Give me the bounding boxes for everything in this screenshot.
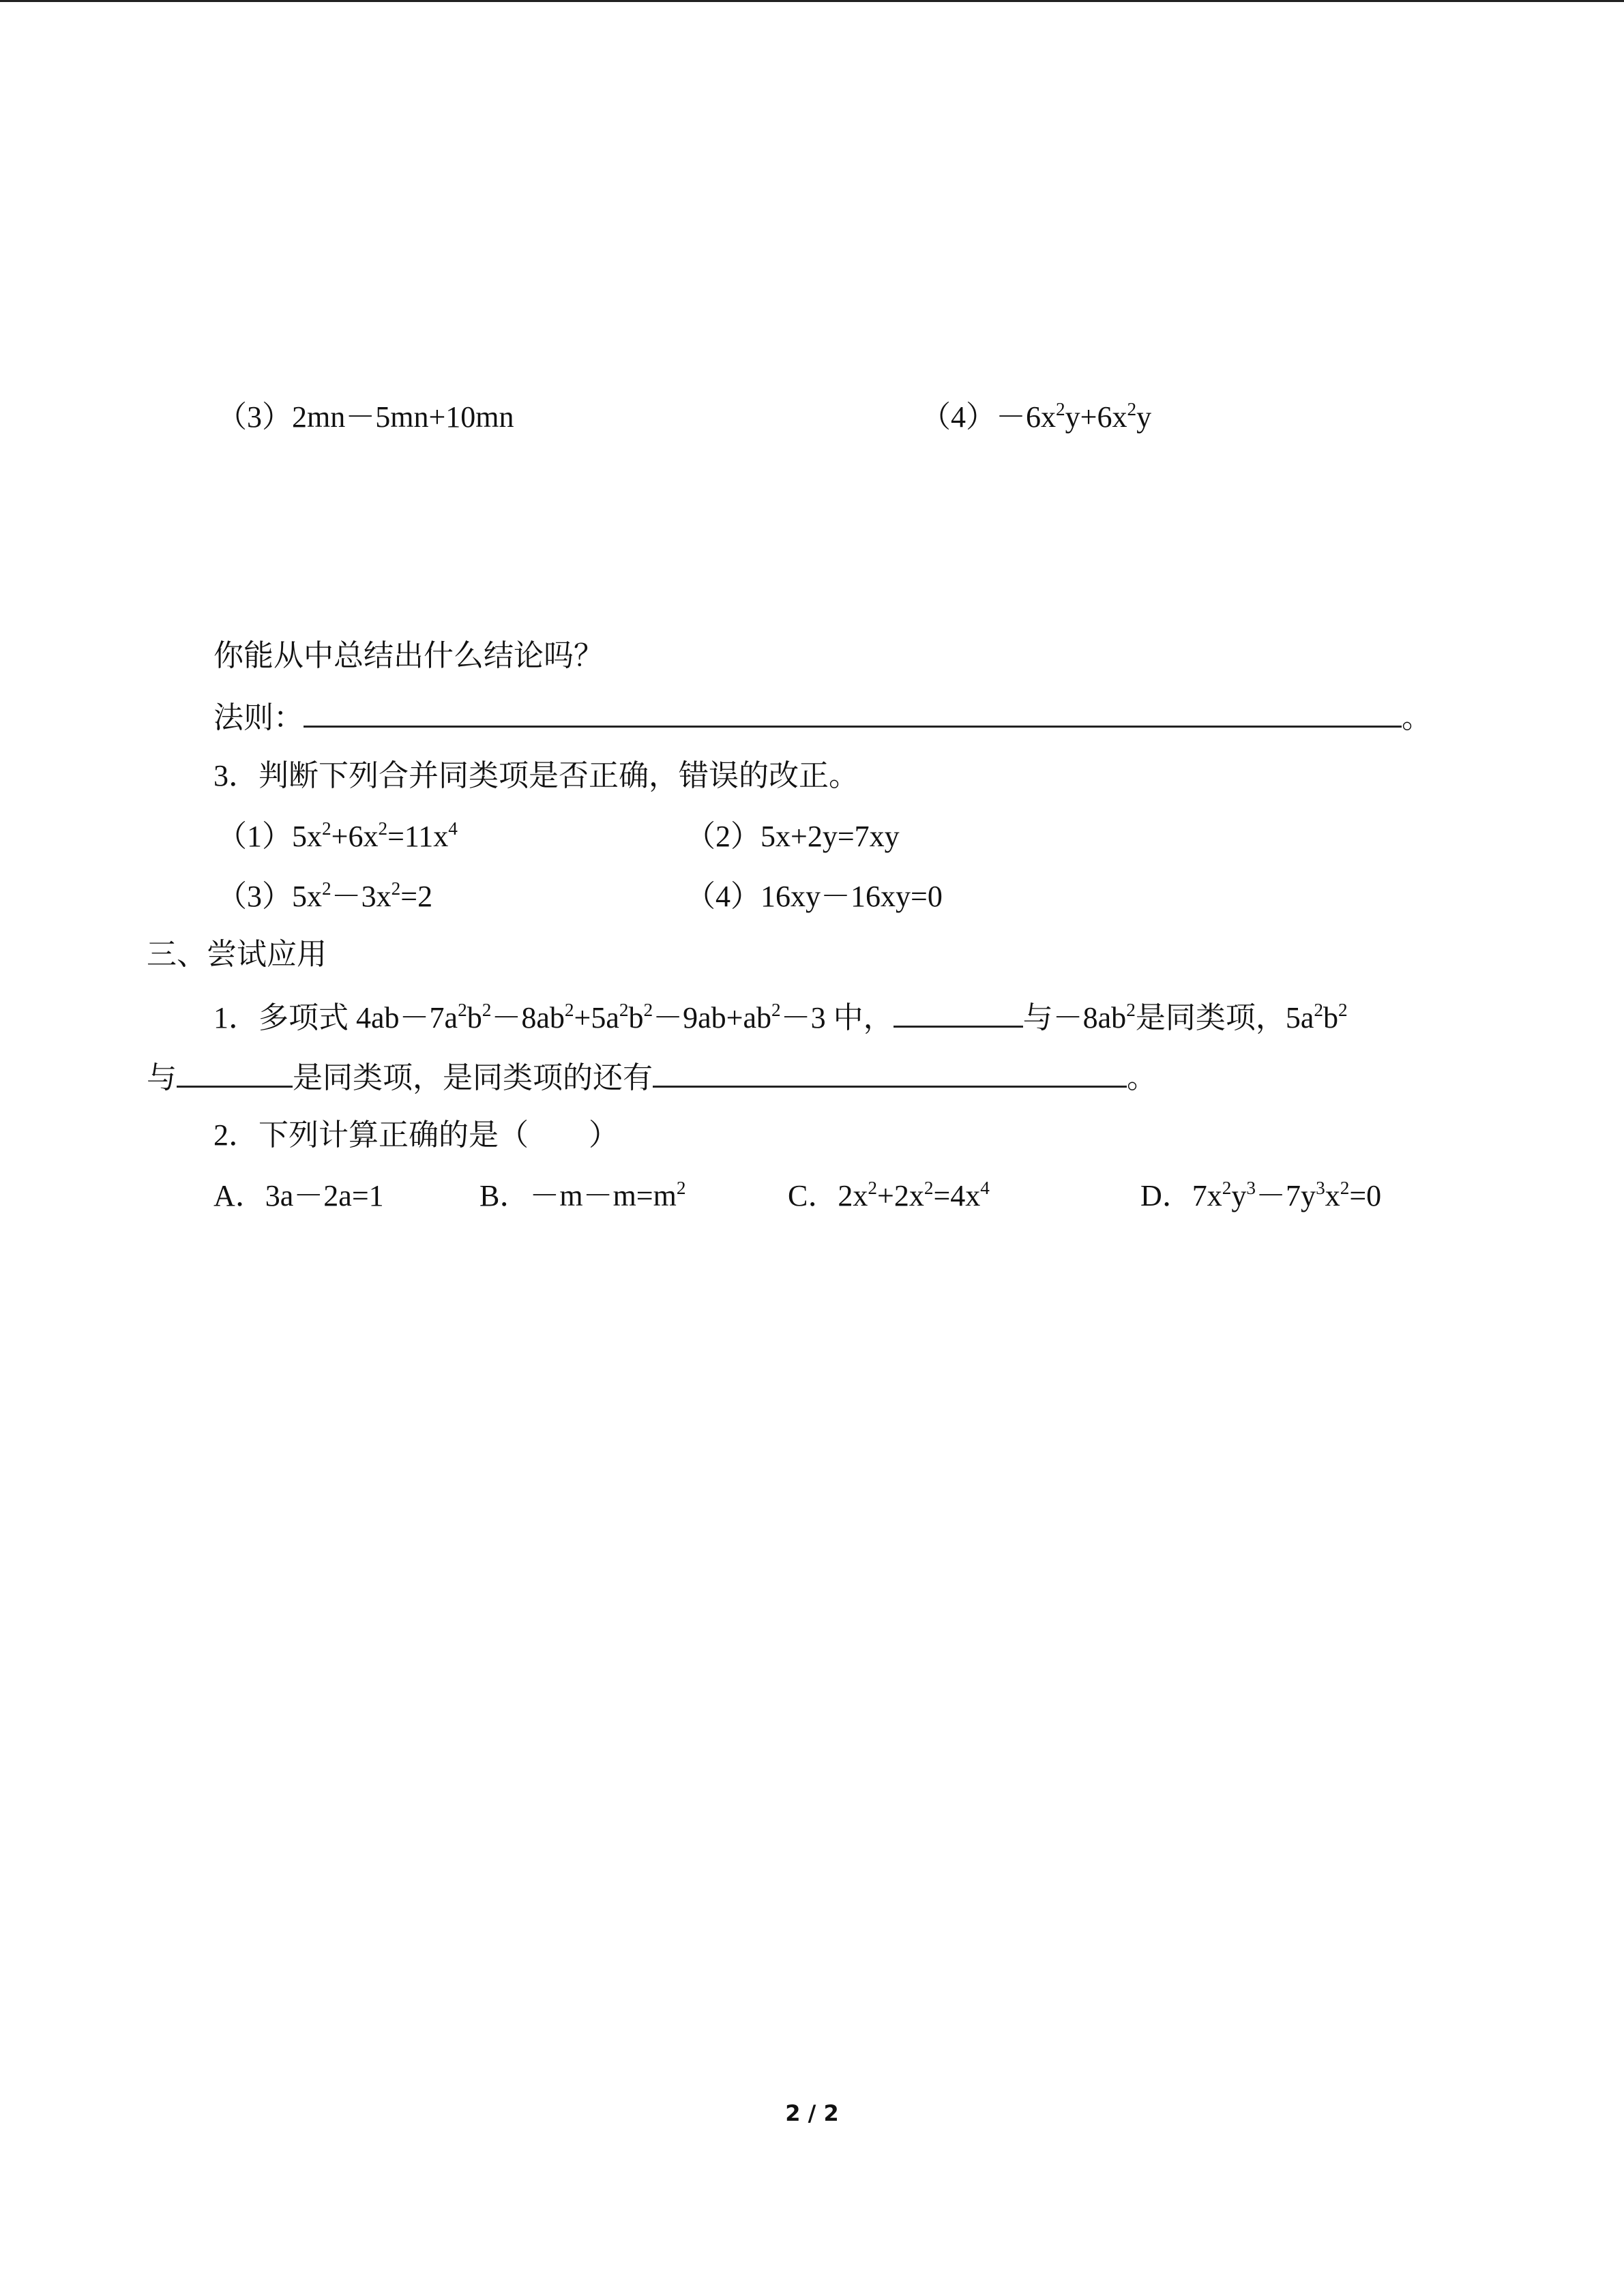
option-d: D．$7x^2y^3-7y^3x^2=0$: [1140, 1177, 1382, 1212]
question-3-item-2: （2）5x+2y=7xy: [685, 820, 900, 853]
rule-blank[interactable]: [304, 696, 1402, 728]
question-3-item-1: $(1)5x^2+6x^2=11x^4$: [217, 818, 458, 853]
section-3-heading: 三、尝试应用: [147, 938, 327, 971]
application-1-blank-1[interactable]: [894, 996, 1023, 1028]
question-3-item-4: （4）16xy－16xy=0: [685, 880, 943, 913]
application-2-title: 2．下列计算正确的是（ ）: [213, 1118, 619, 1152]
page-number: 2 / 2: [785, 2100, 839, 2126]
conclusion-question: 你能从中总结出什么结论吗？: [213, 639, 604, 672]
top-border-line: [0, 0, 1624, 2]
application-1-line-1: 1．多项式 $4ab-7a^2b^2-8ab^2+5a^2b^2-9ab+ab^2-3$ 中， 与$-8ab^2$是同类项，$5a^2b^2$: [213, 996, 1348, 1039]
application-1-blank-2[interactable]: [177, 1056, 293, 1088]
option-a: A．3a－2a=1: [213, 1179, 384, 1212]
question-3-item-3: $(3)5x^2-3x^2=2$: [217, 878, 433, 913]
option-c: C．$2x^2+2x^2=4x^4$: [788, 1177, 990, 1212]
application-1-blank-3[interactable]: [653, 1056, 1127, 1088]
option-b: B．$-m-m=m^2$: [479, 1177, 686, 1212]
exercise-item-4: $(4)-6x^2y+6x^2y$: [921, 398, 1152, 434]
question-3-title: 3．判断下列合并同类项是否正确，错误的改正。: [213, 759, 859, 792]
rule-line: 法则： 。: [213, 696, 1432, 739]
exercise-item-3: （3）2mn－5mn+10mn: [217, 400, 514, 434]
application-1-line-2: 与 是同类项，是同类项的还有 。: [147, 1056, 1157, 1099]
